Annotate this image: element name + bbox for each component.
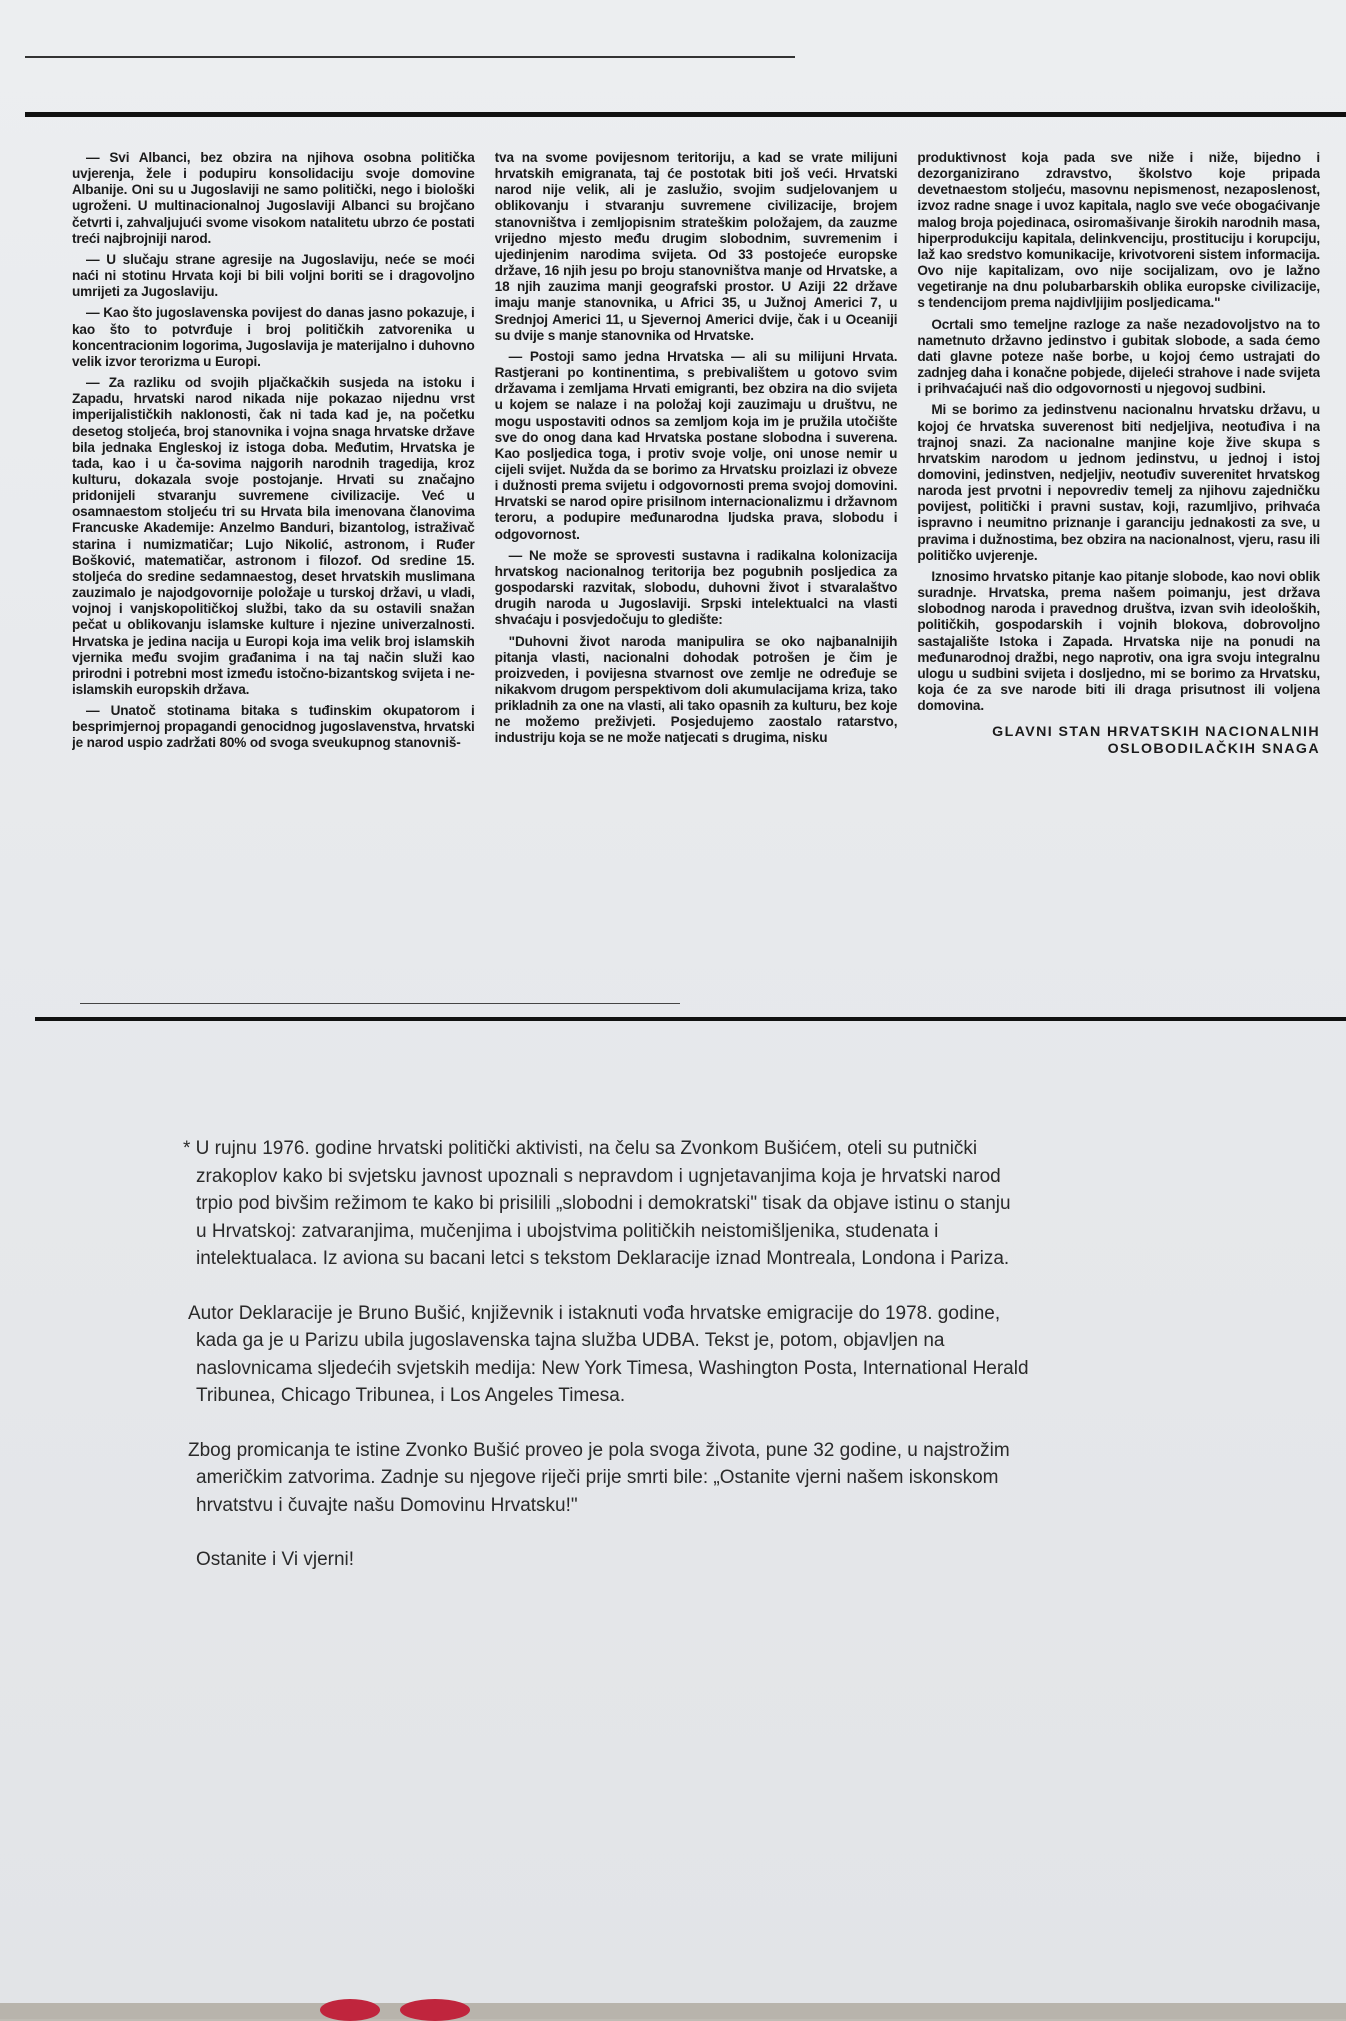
- signature-line: OSLOBODILAČKIH SNAGA: [1107, 741, 1321, 758]
- signature-line: GLAVNI STAN HRVATSKIH NACIONALNIH: [992, 724, 1321, 741]
- text-line: kada ga je u Parizu ubila jugoslavenska tajna služba UDBA. Tekst je, potom, objavljen na: [196, 1330, 945, 1351]
- paragraph: — Ne može se sprovesti sustavna i radikalna kolonizacija hrvatskog nacionalnog teritorija bez pogubnih posljedica za gospodarski razvitak, slobodu, duhovni život i stvaralaštvo drugih naroda u Jugoslaviji. Srpski intelektualci na vlasti shvaćaju i posvjedočuju to gledište:: [494, 547, 898, 628]
- text-line: Autor Deklaracije je Bruno Bušić, književnik i istaknuti vođa hrvatske emigracije do 1978. godine,: [188, 1302, 1001, 1324]
- paragraph: — Postoji samo jedna Hrvatska — ali su milijuni Hrvata. Rastjerani po kontinentima, s prebivalištem u gotovo svim državama i zemljama Hrvati emigranti, bez obzira na dio svijeta u kojem se nalaze i na položaj koji zauzimaju u društvu, ne mogu uspostaviti odnos sa zemljom koja im je pružila utočište sve do onog dana kad Hrvatska postane slobodna i suverena. Kao posljedica toga, i protiv svoje volje, oni unose nemir u cijeli svijet. Nužda da se borimo za Hrvatsku proizlazi iz obveze i dužnosti prema svijetu i odgovornosti prema svojoj domovini. Hrvatski se narod opire prisilnom internacionalizmu i državnom teroru, a podupire međunarodna ljudska prava, slobodu i odgovornost.: [494, 348, 898, 542]
- text-line: naslovnicama sljedećih svjetskih medija: New York Timesa, Washington Posta, International Herald: [196, 1357, 1029, 1379]
- footer-thin-rule: [80, 1003, 680, 1004]
- text-line: Tribunea, Chicago Tribunea, i Los Angeles Timesa.: [196, 1385, 626, 1406]
- declaration-columns: [72, 150, 1320, 995]
- text-line: * U rujnu 1976. godine hrvatski politički aktivisti, na čelu sa Zvonkom Bušićem, oteli su putnički: [183, 1138, 978, 1159]
- paragraph: — Svi Albanci, bez obzira na njihova osobna politička uvjerenja, žele i podupiru konsolidaciju svoje domovine Albanije. Oni su u Jugoslaviji ne samo politički, nego i biološki ugroženi. U multinacionalnoj Jugoslaviji Albanci su brojčano četvrti i, zahvaljujući svome visokom natalitetu ubrzo će postati treći najbrojniji narod.: [72, 150, 475, 246]
- signature-block: [917, 724, 1320, 758]
- text-line: američkim zatvorima. Zadnje su njegove riječi prije smrti bile: „Ostanite vjerni našem iskonskom: [196, 1467, 999, 1488]
- paragraph: — Za razliku od svojih pljačkačkih susjeda na istoku i Zapadu, hrvatski narod nikada nije pokazao nijednu vrst imperijalističkih naklonosti, čak ni tada kad je, na početku desetog stoljeća, broj stanovnika i vojna snaga hrvatske države bila jednaka Engleskoj iz istoga doba. Međutim, Hrvatska je tada, kao i u ča-sovima najgorih narodnih tragedija, kroz kulturu, dokazala svoje postojanje. Hrvati su značajno pridonijeli stvaranju suvremene civilizacije. Već u osamnaestom stoljeću tri su Hrvata bila imenovana članovima Francuske Akademije: Anzelmo Banduri, bizantolog, istraživač starina i numizmatičar; Lujo Nikolić, astronom, i Ruđer Bošković, matematičar, astronom i filozof. Od sredine 15. stoljeća do sredine sedamnaestog, deset hrvatskih muslimana zauzimalo je najodgovornije položaje u turskoj državi, u vladi, vojnoj i vanjskopolitičkoj službi, tako da su ostavili snažan pečat u oblikovanju islamske kulture i njezine univerzalnosti. Hrvatska je jedina nacija u Europi koja ima velik broj islamskih vjernika među svojim građanima i na taj način služi kao prirodni i potrebni most između istočno-bizantskog svijeta i ne-islamskih europskih država.: [72, 375, 475, 697]
- column-left: [72, 150, 475, 995]
- red-object: [320, 1999, 380, 2021]
- paragraph: Iznosimo hrvatsko pitanje kao pitanje slobode, kao novi oblik suradnje. Hrvatska, prema našem poimanju, jest država slobodnog naroda i pravednog društva, izvan svih ideoloških, političkih, gospodarskih i vojnih blokova, dobrovoljno sastajalište Istoka i Zapada. Hrvatska nije na ponudi na međunarodnoj dražbi, nego naprotiv, ona igra svoju integralnu ulogu u sudbini svijeta i dosljedno, mi se borimo za Hrvatsku, koja će za sve narode biti ili draga prisutnost ili voljena domovina.: [917, 568, 1321, 714]
- header-thick-rule: [25, 112, 1346, 117]
- column-right: [917, 150, 1320, 995]
- footer-thick-rule: [35, 1017, 1346, 1021]
- red-object: [400, 1999, 470, 2021]
- text-line: hrvatstvu i čuvajte našu Domovinu Hrvatsku!": [196, 1494, 578, 1516]
- footnote-paragraph: [183, 1135, 1208, 1273]
- footnote-section: [183, 1135, 1208, 1601]
- footnote-paragraph: [188, 1300, 1208, 1410]
- paragraph: — U slučaju strane agresije na Jugoslaviju, neće se moći naći ni stotinu Hrvata koji bi bili voljni boriti se i dragovoljno umrijeti za Jugoslaviju.: [72, 251, 475, 300]
- paragraph: Mi se borimo za jedinstvenu nacionalnu hrvatsku državu, u kojoj će hrvatska suverenost biti nedjeljiva, neotuđiva i na trajnoj snazi. Za nacionalne manjine koje žive skupa s hrvatskim narodom u jednom jedinstvu, u jednoj i istoj domovini, jedinstven, nedjeljiv, neotuđiv suverenitet hrvatskog naroda jest prvotni i nepovrediv temelj za njihovu zajedničku povijest, politički i pravni sustav, koji, razumljivo, prihvaća ispravno i neumitno priznanje i garanciju jednakosti za sve, u pravima i dužnostima, bez obzira na nacionalnost, vjeru, rasu ili političko uvjerenje.: [917, 402, 1321, 563]
- table-surface: [0, 2003, 1346, 2019]
- text-line: trpio pod bivšim režimom te kako bi prisilili „slobodni i demokratski" tisak da objave istinu o stanju: [196, 1193, 1011, 1214]
- footnote-paragraph: [188, 1437, 1208, 1520]
- text-line: intelektualaca. Iz aviona su bacani letci s tekstom Deklaracije iznad Montreala, Londona i Pariza.: [196, 1248, 1010, 1269]
- column-middle: [495, 150, 898, 995]
- text-line: zrakoplov kako bi svjetsku javnost upoznali s nepravdom i ugnjetavanjima koja je hrvatski narod: [196, 1165, 1001, 1187]
- top-thin-rule: [25, 56, 795, 58]
- paragraph: produktivnost koja pada sve niže i niže, bijedno i dezorganizirano zdravstvo, školstvo koje pripada devetnaestom stoljeću, masovnu nepismenost, nezaposlenost, izvoz radne snage i uvoz kapitala, naglo sve veće obogaćivanje malog broja pojedinaca, osiromašivanje širokih narodnih masa, hiperprodukciju kapitala, delinkvenciju, prostituciju i korupciju, laž kao sredstvo komunikacije, krivotvoreni sistem informacija. Ovo nije kapitalizam, ovo nije socijalizam, ovo je lažno vegetiranje na dnu polubarbarskih oblika europske civilizacije, s tendencijom prema najdivljijim posljedicama.": [917, 150, 1321, 311]
- paragraph: Ocrtali smo temeljne razloge za naše nezadovoljstvo na to nametnuto državno jedinstvo i gubitak slobode, a sada ćemo dati glavne poteze naše borbe, u kojoj ćemo ustrajati do zadnjeg daha i konačne pobjede, dijeleći strahove i nade svijeta i prihvaćajući naš dio odgovornosti u njegovoj sudbini.: [917, 316, 1321, 397]
- quote-paragraph: "Duhovni život naroda manipulira se oko najbanalnijih pitanja vlasti, nacionalni dohodak potrošen je čim je proizveden, i povijesna stvarnost ove zemlje ne određuje se nikakvom drugom perspektivom doli akumulacijama kriza, tako prikladnih za one na vlasti, ali tako opasnih za kulturu, bez koje ne možemo preživjeti. Posjedujemo zaostalo ratarstvo, industriju koja se ne može natjecati s drugima, nisku: [494, 633, 898, 746]
- paragraph: — Kao što jugoslavenska povijest do danas jasno pokazuje, i kao što to potvrđuje i broj političkih zatvorenika u koncentracionim logorima, Jugoslavija je materijalno i duhovno velik izvor terorizma u Europi.: [72, 305, 475, 369]
- text-line: u Hrvatskoj: zatvaranjima, mučenjima i ubojstvima političkih neistomišljenika, studenata i: [196, 1220, 939, 1242]
- paragraph: — Unatoč stotinama bitaka s tuđinskim okupatorom i besprimjernoj propagandi genocidnog jugoslavenstva, hrvatski je narod uspio zadržati 80% od svoga sveukupnog stanovniš-: [72, 703, 475, 751]
- closing-line: Ostanite i Vi vjerni!: [196, 1549, 355, 1570]
- paragraph: tva na svome povijesnom teritoriju, a kad se vrate milijuni hrvatskih emigranata, taj će postotak biti još veći. Hrvatski narod nije velik, ali je zaslužio, svojim sudjelovanjem u oblikovanju i stvaranju suvremene civilizacije, brojem stanovništva i zemljopisnim strateškim položajem, da zauzme vrijedno mjesto među drugim slobodnim, suvremenim i ujedinjenim narodima svijeta. Od 33 postojeće europske države, 16 njih jesu po broju stanovništva manje od Hrvatske, a 18 njih zauzima manji geografski prostor. U Aziji 22 države imaju manje stanovnika, u Africi 35, u Južnoj Americi 7, u Srednjoj Americi 11, u Sjevernoj Americi dvije, čak i u Oceaniji su dvije s manje stanovnika od Hrvatske.: [494, 150, 898, 343]
- text-line: Zbog promicanja te istine Zvonko Bušić proveo je pola svoga života, pune 32 godine, u najstrožim: [188, 1439, 1010, 1461]
